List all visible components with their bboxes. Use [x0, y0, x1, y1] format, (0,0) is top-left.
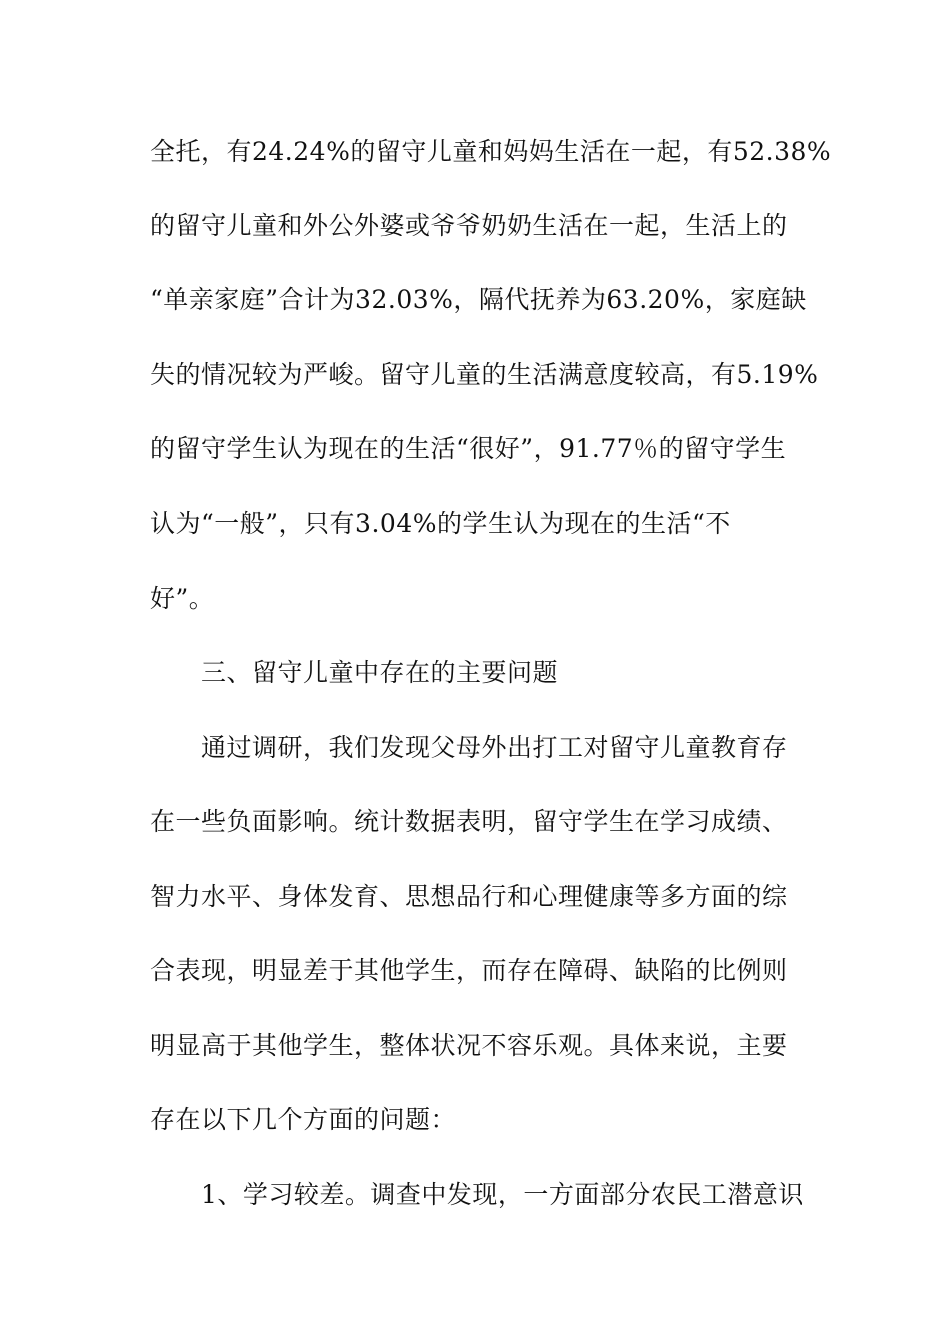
paragraph-line-12: 明显高于其他学生，整体状况不容乐观。具体来说，主要 — [150, 1031, 788, 1060]
paragraph-line-10: 智力水平、身体发育、思想品行和心理健康等多方面的综 — [150, 882, 788, 911]
paragraph-line-4: 失的情况较为严峻。留守儿童的生活满意度较高，有5.19% — [150, 360, 819, 389]
paragraph-line-6: 认为“一般”，只有3.04%的学生认为现在的生活“不 — [150, 509, 731, 538]
paragraph-line-2: 的留守儿童和外公外婆或爷爷奶奶生活在一起，生活上的 — [150, 211, 788, 240]
paragraph-line-9: 在一些负面影响。统计数据表明，留守学生在学习成绩、 — [150, 807, 788, 836]
paragraph-line-14: 1、学习较差。调查中发现，一方面部分农民工潜意识 — [201, 1180, 804, 1209]
paragraph-line-11: 合表现，明显差于其他学生，而存在障碍、缺陷的比例则 — [150, 956, 788, 985]
section-heading: 三、留守儿童中存在的主要问题 — [201, 658, 559, 687]
paragraph-line-7: 好”。 — [150, 584, 215, 613]
paragraph-line-13: 存在以下几个方面的问题： — [150, 1105, 457, 1134]
paragraph-line-3: “单亲家庭”合计为32.03%，隔代抚养为63.20%，家庭缺 — [150, 285, 807, 314]
paragraph-line-1: 全托，有24.24%的留守儿童和妈妈生活在一起，有52.38% — [150, 137, 832, 166]
paragraph-line-5: 的留守学生认为现在的生活“很好”，91.77％的留守学生 — [150, 434, 787, 463]
paragraph-line-8: 通过调研，我们发现父母外出打工对留守儿童教育存 — [201, 733, 788, 762]
